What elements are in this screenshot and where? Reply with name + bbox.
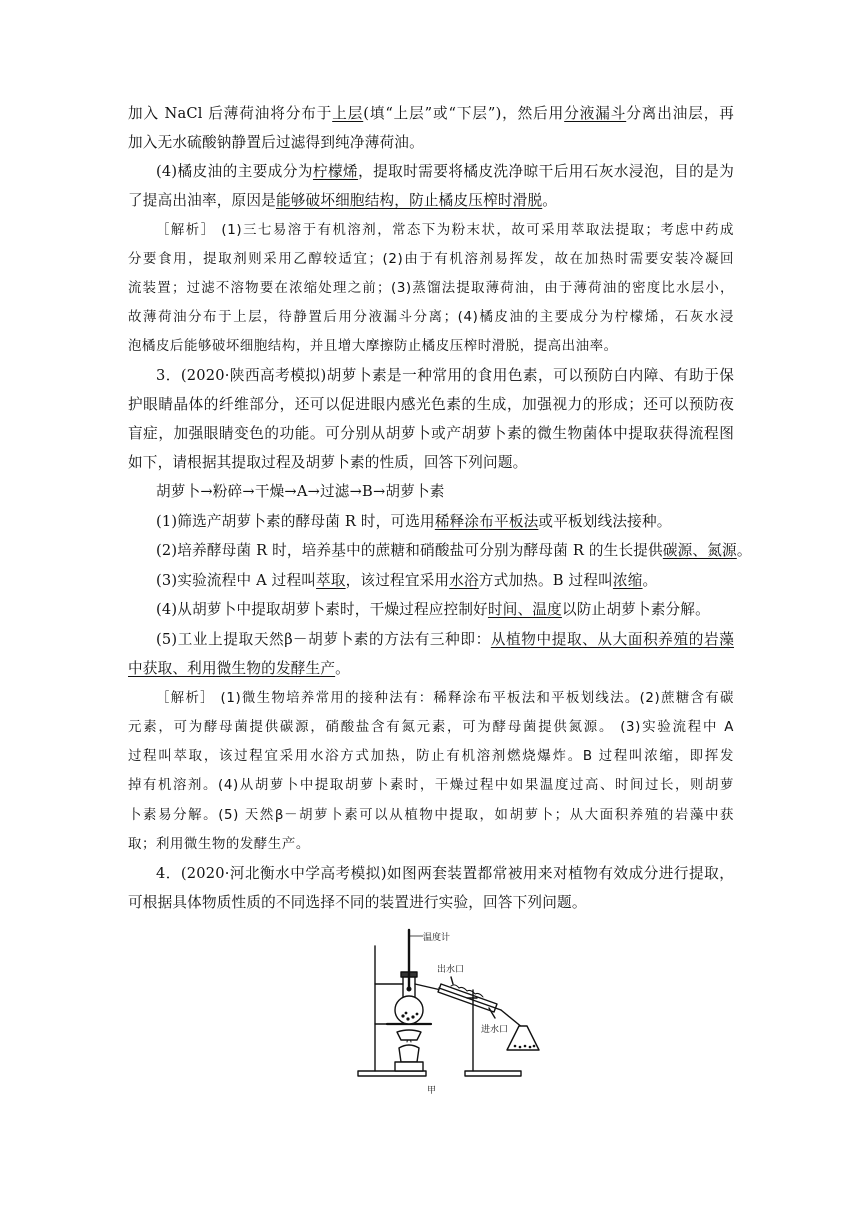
q3-stem-line-3: 盲症，加强眼睛变色的功能。可分别从胡萝卜或产胡萝卜素的微生物菌体中提取获得流程图 <box>128 425 734 442</box>
analysis-1-line-4: 故薄荷油分布于上层，待静置后用分液漏斗分离；(4)橘皮油的主要成分为柠檬烯，石灰水浸 <box>128 310 734 325</box>
analysis-1-line-2: 分要食用，提取剂则采用乙醇较适宜；(2)由于有机溶剂易挥发，故在加热时需要安装冷凝回 <box>128 252 734 267</box>
water-inlet-label: 进水口 <box>481 1025 509 1035</box>
analysis-2-line-1: ［解析］ (1)微生物培养常用的接种法有：稀释涂布平板法和平板划线法。(2)蔗糖含有碳 <box>156 691 734 706</box>
q3-stem-line-2: 护眼睛晶体的纤维部分，还可以促进眼内感光色素的生成，加强视力的形成；还可以预防夜 <box>128 396 734 413</box>
q3-sub-5-line-2: 中获取、利用微生物的发酵生产。 <box>128 660 350 677</box>
analysis-1-line-5: 泡橘皮后能够破坏细胞结构，并且增大摩擦防止橘皮压榨时滑脱，提高出油率。 <box>128 339 618 354</box>
answer-time-temperature: 时间、温度 <box>487 601 562 618</box>
q3-stem-line-4: 如下，请根据其提取过程及胡萝卜素的性质，回答下列问题。 <box>128 454 528 471</box>
q3-sub-2: (2)培养酵母菌 R 时，培养基中的蔗糖和硝酸盐可分别为酵母菌 R 的生长提供碳源、氮源。 <box>156 542 752 559</box>
side-arm <box>415 984 441 990</box>
q4-stem-line-2: 可根据具体物质性质的不同选择不同的装置进行实验，回答下列问题。 <box>128 894 587 911</box>
q2-sub-4-line-1: (4)橘皮油的主要成分为柠檬烯，提取时需要将橘皮洗净晾干后用石灰水浸泡，目的是为 <box>156 163 734 180</box>
answer-water-bath: 水浴 <box>449 572 479 589</box>
alcohol-lamp <box>399 1045 419 1062</box>
analysis-2-line-5: 卜素易分解。(5) 天然β－胡萝卜素可以从植物中提取，如胡萝卜；从大面积养殖的岩藻中获 <box>128 808 734 823</box>
answer-separatory-funnel: 分液漏斗 <box>564 105 627 122</box>
q3-sub-3: (3)实验流程中 A 过程叫萃取，该过程宜采用水浴方式加热。B 过程叫浓缩。 <box>156 572 658 589</box>
q3-flowchart: 胡萝卜→粉碎→干燥→A→过滤→B→胡萝卜素 <box>156 483 445 500</box>
answer-spread-plate: 稀释涂布平板法 <box>434 513 539 530</box>
answer-upper-layer: 上层 <box>332 105 364 122</box>
q3-sub-4: (4)从胡萝卜中提取胡萝卜素时，干燥过程应控制好时间、温度以防止胡萝卜素分解。 <box>156 601 710 618</box>
q3-stem-line-1: 3．(2020·陕西高考模拟)胡萝卜素是一种常用的食用色素，可以预防白内障、有助于保 <box>156 367 734 384</box>
distillation-apparatus-figure <box>355 928 557 1096</box>
analysis-2-line-2: 元素，可为酵母菌提供碳源，硝酸盐含有氮元素，可为酵母菌提供氮源。 (3)实验流程中 A <box>128 720 734 735</box>
left-stand-base <box>358 1071 426 1076</box>
analysis-2-line-6: 取；利用微生物的发酵生产。 <box>128 837 310 852</box>
answer-sources-2: 中获取、利用微生物的发酵生产 <box>128 660 336 677</box>
q3-sub-1: (1)筛选产胡萝卜素的酵母菌 R 时，可选用稀释涂布平板法或平板划线法接种。 <box>156 513 672 530</box>
q2-line-1: 加入 NaCl 后薄荷油将分布于上层(填“上层”或“下层”)，然后用分液漏斗分离出油层，再 <box>128 105 734 122</box>
answer-extraction: 萃取 <box>316 572 346 589</box>
q4-stem-line-1: 4．(2020·河北衡水中学高考模拟)如图两套装置都常被用来对植物有效成分进行提取， <box>156 865 734 882</box>
answer-sources-1: 从植物中提取、从大面积养殖的岩藻 <box>490 631 734 648</box>
answer-cell-structure: 能够破坏细胞结构，防止橘皮压榨时滑脱 <box>275 192 543 209</box>
right-stand-base <box>465 1071 521 1076</box>
analysis-1-line-3: 流装置；过滤不溶物要在浓缩处理之前；(3)蒸馏法提取薄荷油，由于薄荷油的密度比水层小， <box>128 281 734 296</box>
water-outlet-label: 出水口 <box>437 965 465 975</box>
q2-sub-4-line-2: 了提高出油率，原因是能够破坏细胞结构，防止橘皮压榨时滑脱。 <box>128 192 558 209</box>
analysis-1-line-1: ［解析］ (1)三七易溶于有机溶剂，常态下为粉末状，故可采用萃取法提取；考虑中药成 <box>156 223 734 238</box>
q2-line-2: 加入无水硫酸钠静置后过滤得到纯净薄荷油。 <box>128 134 424 151</box>
answer-concentration: 浓缩 <box>612 572 643 589</box>
answer-carbon-nitrogen: 碳源、氮源 <box>662 542 737 559</box>
thermometer-label: 温度计 <box>423 933 451 943</box>
answer-limonene: 柠檬烯 <box>312 163 359 180</box>
analysis-2-line-4: 掉有机溶剂。(4)从胡萝卜中提取胡萝卜素时，干燥过程中如果温度过高、时间过长，则胡萝 <box>128 778 734 793</box>
figure-caption: 甲 <box>427 1086 437 1096</box>
q3-sub-5-line-1: (5)工业上提取天然β－胡萝卜素的方法有三种即：从植物中提取、从大面积养殖的岩藻 <box>156 631 734 648</box>
analysis-2-line-3: 过程叫萃取，该过程宜采用水浴方式加热，防止有机溶剂燃烧爆炸。B 过程叫浓缩，即挥发 <box>128 749 734 764</box>
